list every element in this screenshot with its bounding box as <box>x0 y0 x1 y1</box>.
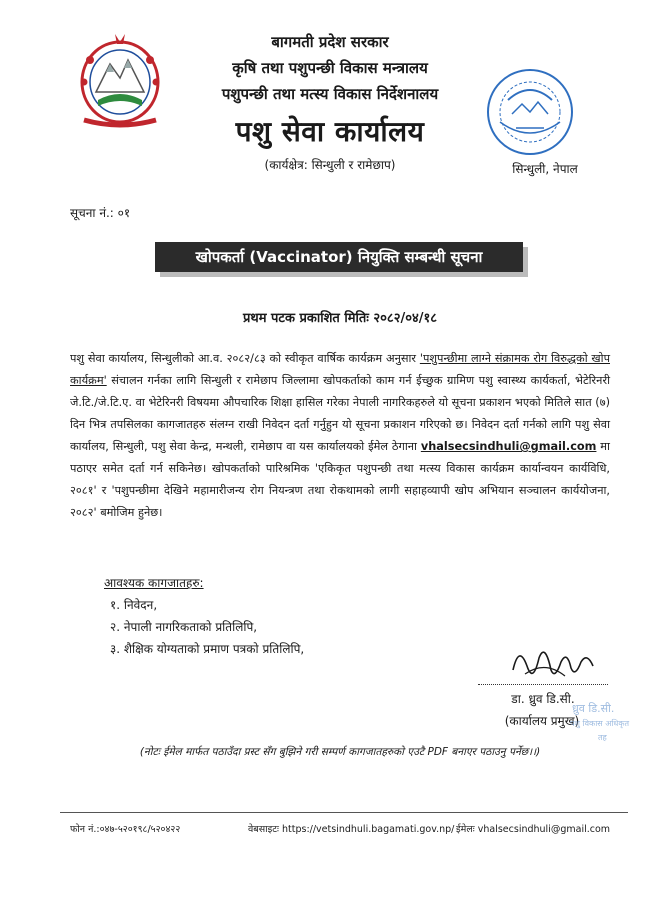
footer-divider <box>60 812 628 813</box>
list-item: २. नेपाली नागरिकताको प्रतिलिपि, <box>110 620 258 634</box>
program-name: 'पशुपन्छीमा लाग्ने संक्रामक रोग विरुद्धको खोप कार्यक्रम' <box>70 352 610 387</box>
signatory-role: (कार्यालय प्रमुख) <box>504 714 580 728</box>
email-label: ईमेलः <box>456 824 475 835</box>
footer-email <box>456 822 610 835</box>
list-item: १. निवेदन, <box>110 598 158 612</box>
header-government: बागमती प्रदेश सरकार <box>271 33 389 51</box>
body-text-3: मा पठाएर समेत दर्ता गर्न सकिनेछ। खोपकर्ताको पारिश्रमिक 'एकिकृत पशुपन्छी तथा मत्स्य विकास कार्यक्रम कार्यान्वयन कार्यविधि, २०८१' र 'पशुपन्छीमा देखिने महामारीजन्य रोग नियन्त्रण तथा रोकथामको लागी सहाहव्यापी खोप अभियान सञ्चालन कार्ययोजना, २०८२' बमोजिम हुनेछ। <box>70 440 610 519</box>
office-seal-icon <box>470 52 590 172</box>
footer-email-link[interactable]: vhalsecsindhuli@gmail.com <box>477 824 611 835</box>
header-directorate: पशुपन्छी तथा मत्स्य विकास निर्देशनालय <box>221 85 439 103</box>
office-title: पशु सेवा कार्यालय <box>235 115 425 148</box>
signature-scribble <box>505 640 605 690</box>
footer-website <box>248 822 454 835</box>
publication-date: प्रथम पटक प्रकाशित मितिः २०८२/०४/१८ <box>243 311 437 326</box>
office-jurisdiction: (कार्यक्षेत्र: सिन्धुली र रामेछाप) <box>264 158 396 172</box>
notice-body <box>70 348 610 524</box>
notice-number: सूचना नं.: ०१ <box>70 206 131 220</box>
footer-phone <box>70 822 180 835</box>
svg-text:पशु विकास अधिकृत: पशु विकास अधिकृत <box>570 719 630 728</box>
svg-text:तह: तह <box>598 733 607 742</box>
nepal-emblem-icon <box>70 30 170 130</box>
notice-banner: खोपकर्ता (Vaccinator) नियुक्ति सम्बन्धी सूचना <box>155 242 523 272</box>
email-note: (नोटः ईमेल मार्फत पठाउँदा प्रस्ट सँग बुझिने गरी सम्पर्ण कागजातहरुको एउटै PDF बनाएर पठाउनु पर्नेछ।।) <box>139 746 541 758</box>
list-item: ३. शैक्षिक योग्यताको प्रमाण पत्रको प्रतिलिपि, <box>110 642 305 656</box>
svg-text:ध्रुव डि.सी.: ध्रुव डि.सी. <box>572 702 615 715</box>
required-docs-heading: आवश्यक कागजातहरु: <box>104 576 204 590</box>
website-link[interactable]: https://vetsindhuli.bagamati.gov.np/ <box>282 824 455 835</box>
signatory-name: डा. ध्रुव डि.सी. <box>511 692 575 706</box>
phone-label: फोन नं.: <box>70 824 100 835</box>
body-text-1: पशु सेवा कार्यालय, सिन्धुलीको आ.व. २०८२/८३ को स्वीकृत वार्षिक कार्यक्रम अनुसार <box>70 352 420 365</box>
header-ministry: कृषि तथा पशुपन्छी विकास मन्त्रालय <box>232 59 428 77</box>
office-email-link[interactable]: vhalsecsindhuli@gmail.com <box>420 440 597 453</box>
official-stamp-icon <box>568 696 642 748</box>
phone-number: ०४७-५२०१९८/५२०४२२ <box>99 824 181 835</box>
signature-line <box>478 684 608 685</box>
body-text-2: संचालन गर्नका लागि सिन्धुली र रामेछाप जिल्लामा खोपकर्ताको काम गर्न ईच्छुक ग्रामिण पशु स्वास्थ्य कार्यकर्ता, भेटेरिनरी जे.टि./जे.टि.ए. वा भेटेरिनरी विषयमा औपचारिक शिक्षा हासिल गरेका नेपाली नागरिकहरुले यो सूचना प्रकाशन भएको मितिले सात (७) दिन भित्र तपसिलका कागजातहरु संलग्न राखी निवेदन दर्ता गर्नुहुन यो सूचना प्रकाशन गरिएको छ। निवेदन दर्ता गर्नको लागि पशु सेवा कार्यालय, सिन्धुली, पशु सेवा केन्द्र, मन्थली, रामेछाप वा यस कार्यालयको ईमेल ठेगाना <box>70 374 610 453</box>
website-label: वेबसाइटः <box>248 824 279 835</box>
office-location: सिन्धुली, नेपाल <box>512 162 578 176</box>
